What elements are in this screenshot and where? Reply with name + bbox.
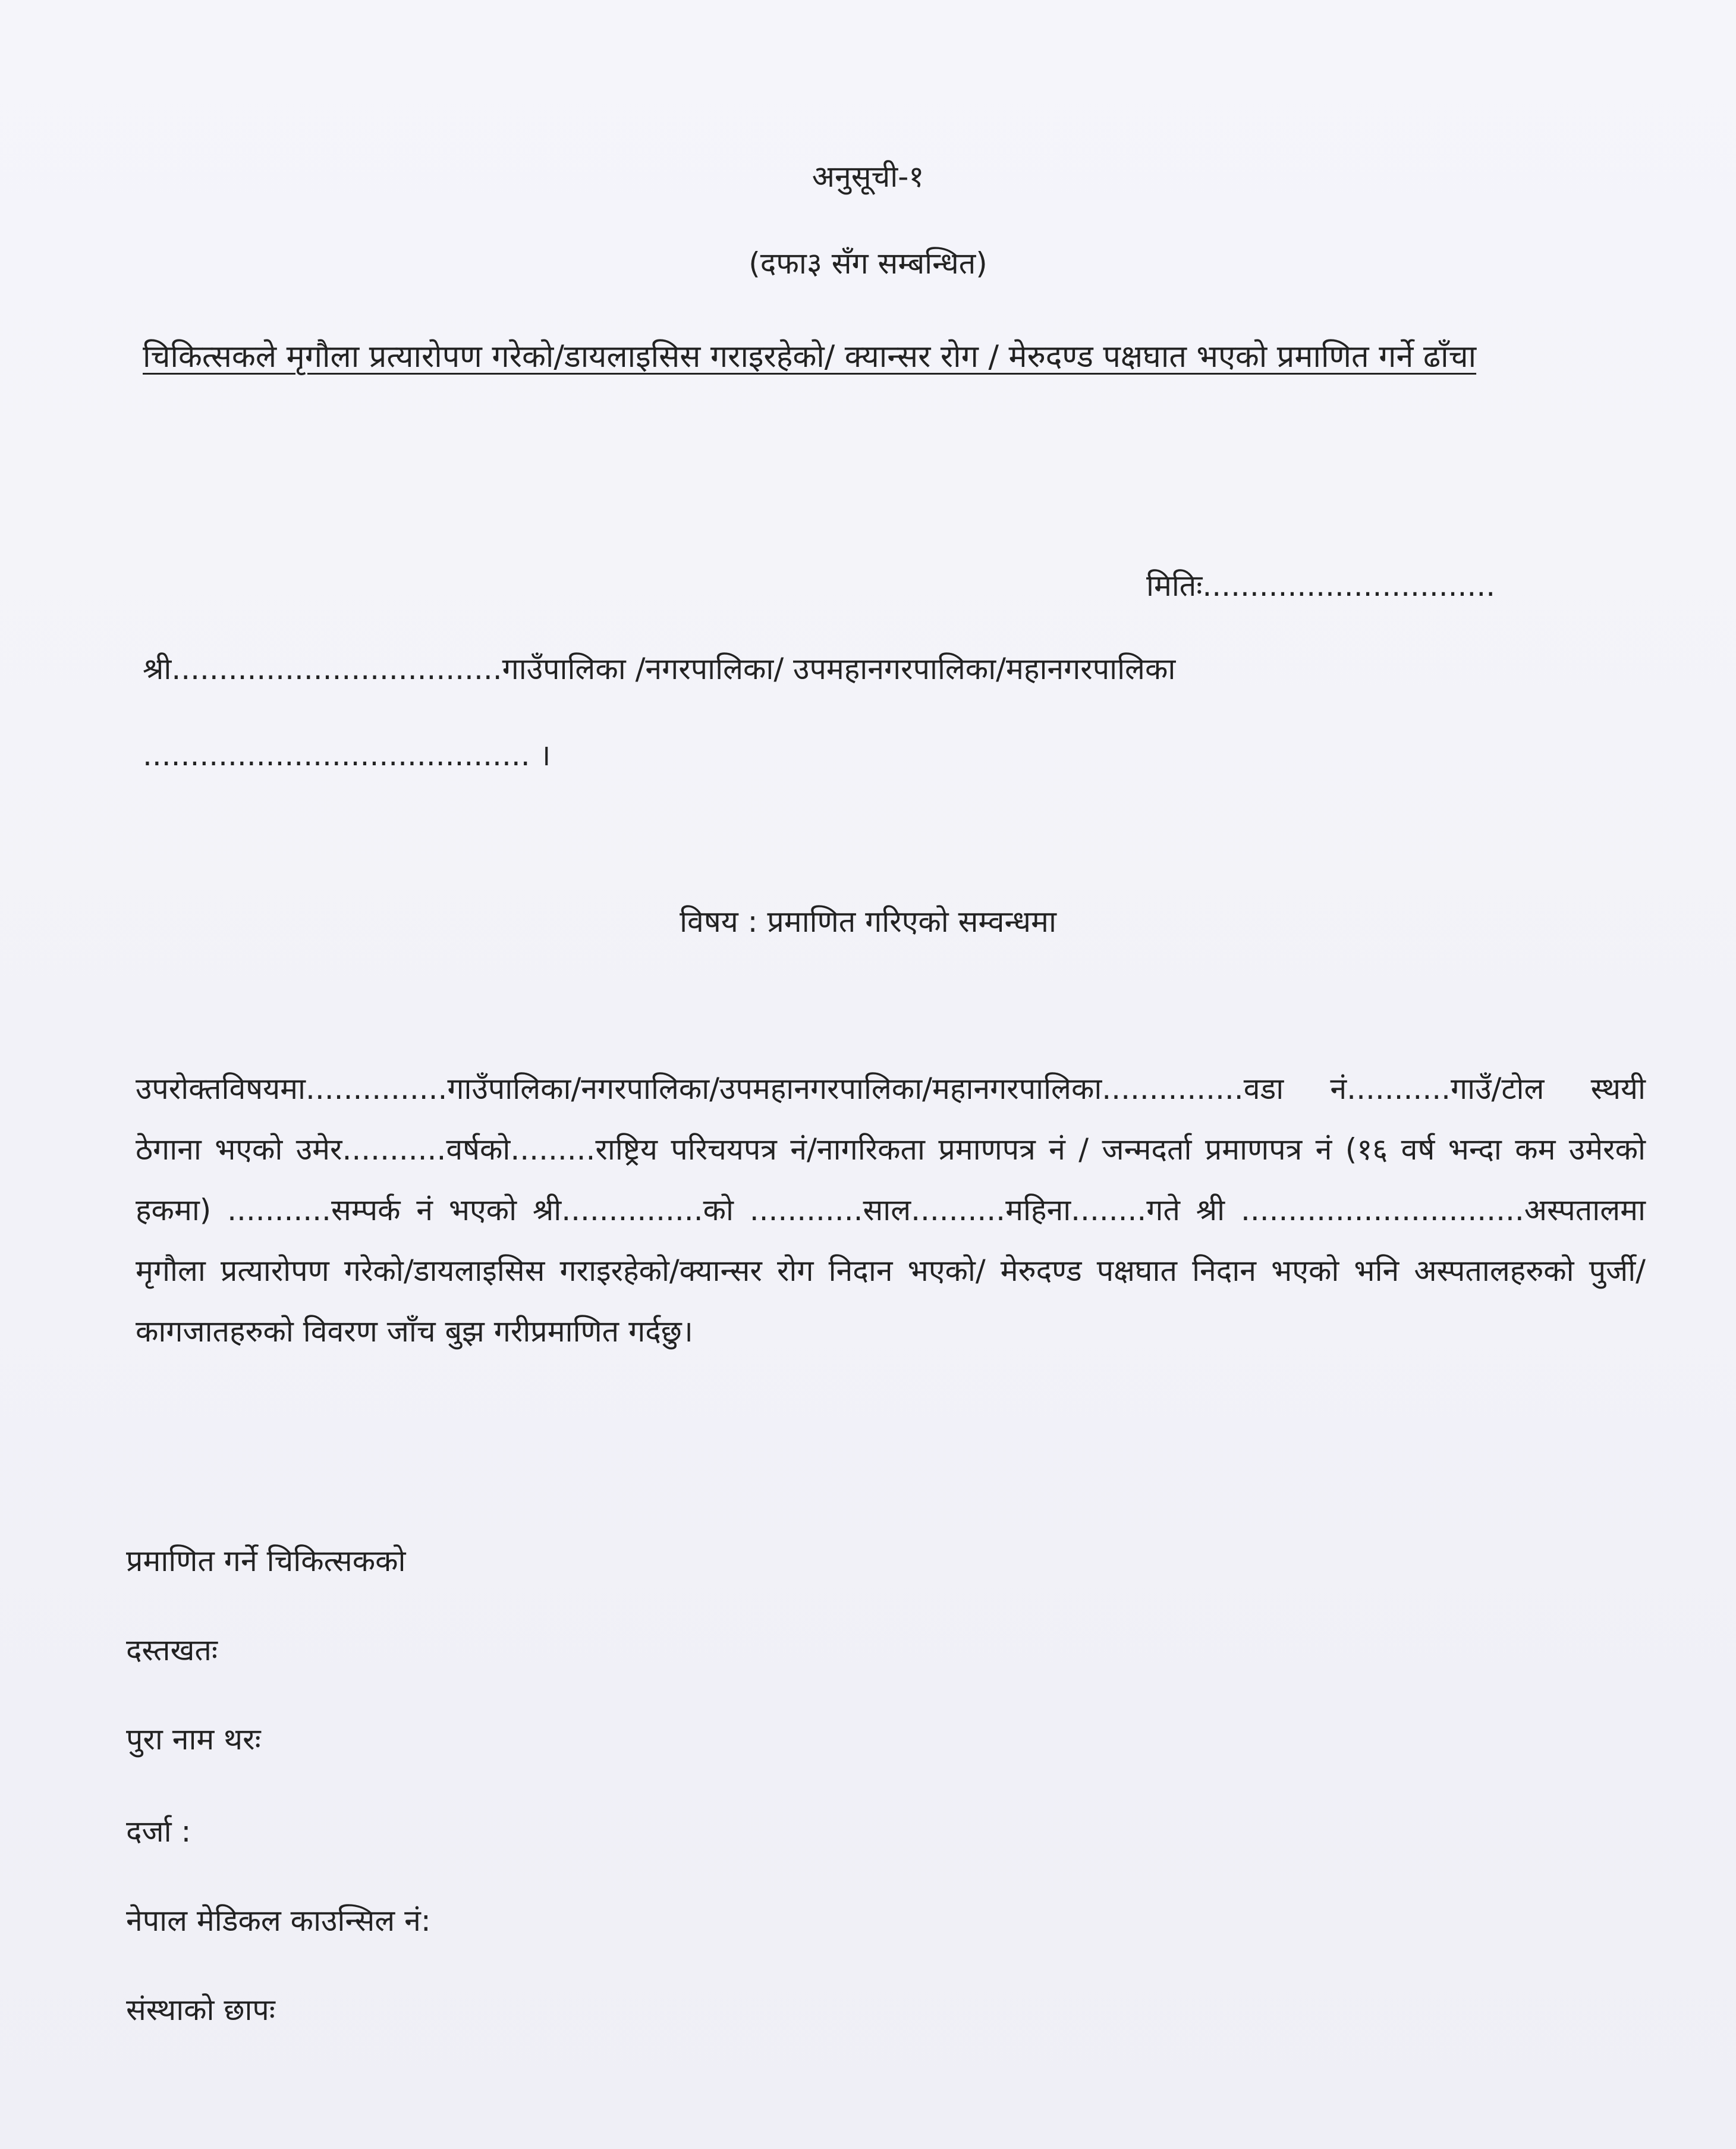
signature-field: दस्तखतः	[126, 1633, 218, 1667]
institution-stamp-field: संस्थाको छापः	[126, 1993, 275, 2027]
addressee-line-2: ......................................... ।	[143, 738, 551, 772]
rank-field: दर्जा :	[126, 1814, 191, 1849]
subject-line: विषय : प्रमाणित गरिएको सम्वन्धमा	[680, 904, 1056, 939]
date-line: मितिः...............................	[1146, 568, 1496, 603]
signature-block-heading: प्रमाणित गर्ने चिकित्सकको	[126, 1544, 406, 1578]
schedule-heading: अनुसूची-१	[812, 159, 924, 194]
addressee-line: श्री...................................गाउँपालिका /नगरपालिका/ उपमहानगरपालिका/महानगरपालिका	[143, 652, 1176, 686]
form-title: चिकित्सकले मृगौला प्रत्यारोपण गरेको/डायलाइसिस गराइरहेको/ क्यान्सर रोग / मेरुदण्ड पक्षघात भएको प्रमाणित गर्ने ढाँचा	[143, 339, 1477, 375]
section-reference: (दफा३ सँग सम्बन्धित)	[749, 246, 987, 281]
nmc-number-field: नेपाल मेडिकल काउन्सिल नं:	[126, 1903, 431, 1938]
full-name-field: पुरा नाम थरः	[126, 1722, 261, 1757]
body-paragraph: उपरोक्तविषयमा...............गाउँपालिका/नगरपालिका/उपमहानगरपालिका/महानगरपालिका...............वडा नं...........गाउँ/टोल स्थयी ठेगाना भएको उमेर...........वर्षको.........राष्ट्रिय परिचयपत्र नं/नागरिकता प्रमाणपत्र नं / जन्मदर्ता प्रमाणपत्र नं (१६ वर्ष भन्दा कम उमेरको हकमा) ...........सम्पर्क नं भएको श्री...............को ............साल..........महिना........गते श्री ..............................अस्पतालमा मृगौला प्रत्यारोपण गरेको/डायलाइसिस गराइरहेको/क्यान्सर रोग निदान भएको/ मेरुदण्ड पक्षघात निदान भएको भनि अस्पतालहरुको पुर्जी/ कागजातहरुको विवरण जाँच बुझ गरीप्रमाणित गर्दछु।	[136, 1072, 1646, 1349]
